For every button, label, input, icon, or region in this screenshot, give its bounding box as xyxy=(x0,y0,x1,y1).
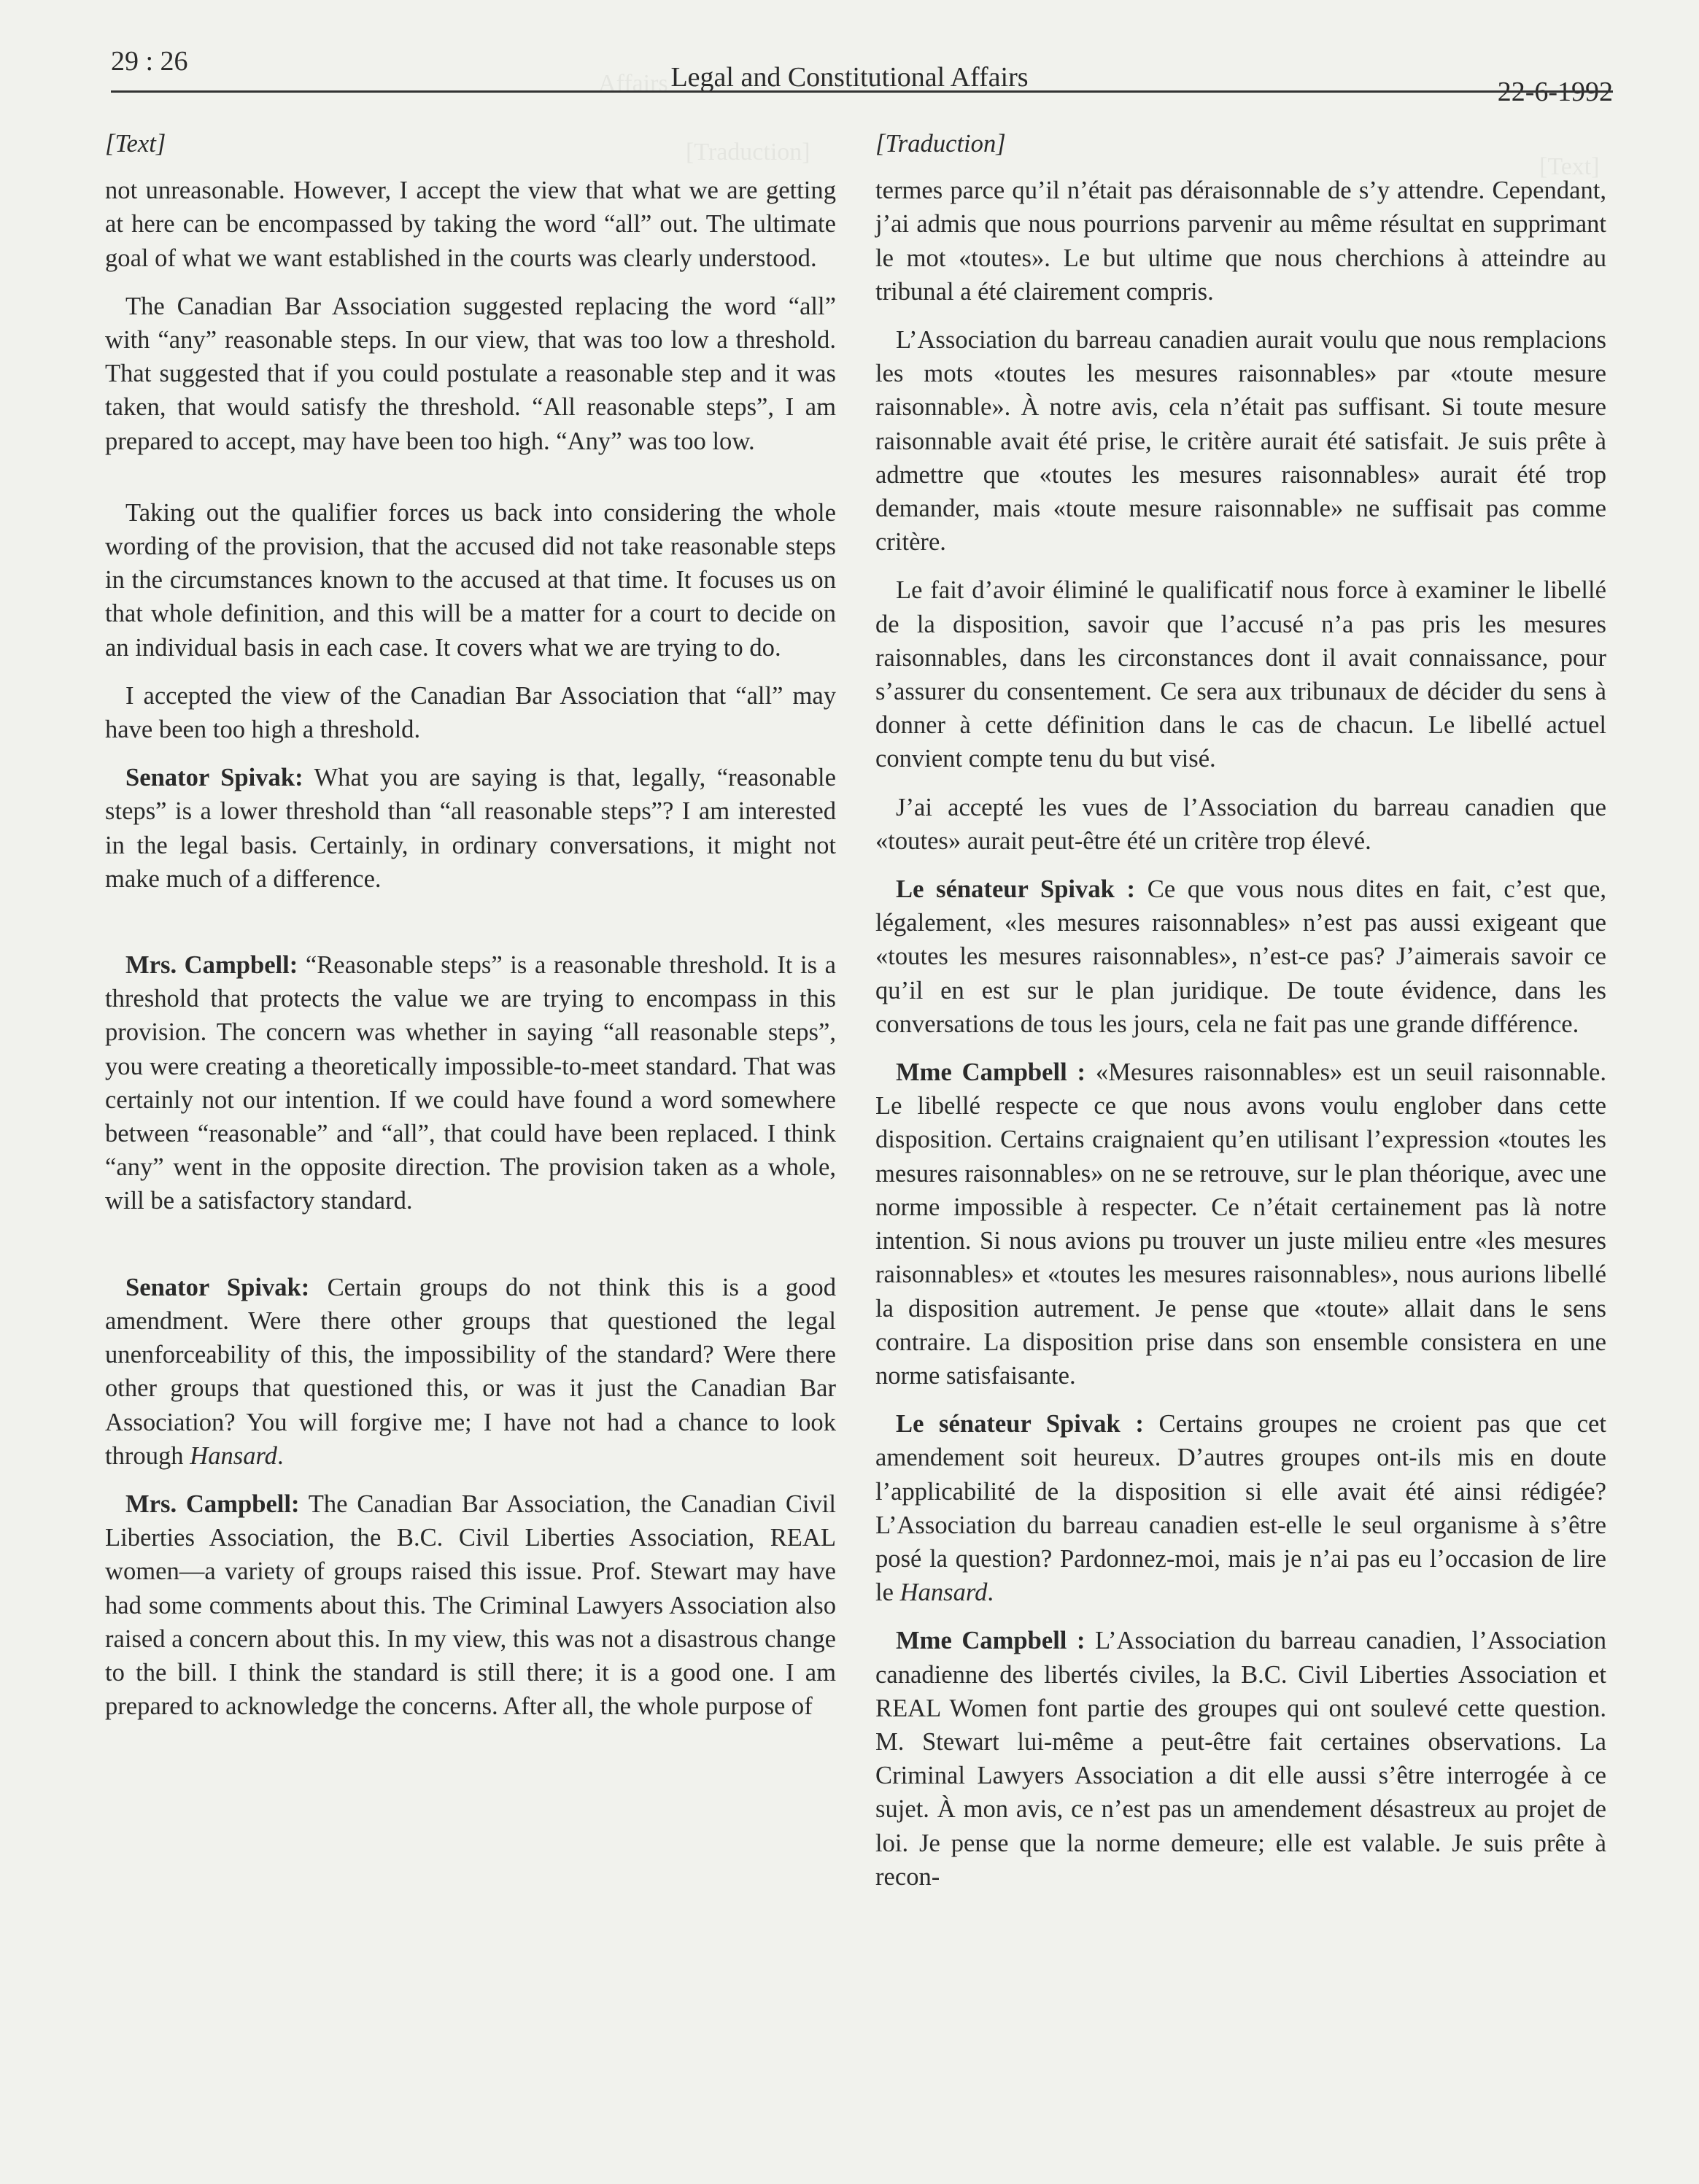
paragraph-text: L’Association du barreau canadien, l’Association canadienne des libertés civiles, la B.C. Civil Liberties Association et REAL Women font partie des groupes qui ont soulevé cette question. M. Stewart lui-même a peut-être fait certaines observations. La Criminal Lawyers Association a dit elle aussi s’être interrogée à ce sujet. À mon avis, ce n’est pas un amendement désastreux au projet de loi. Je pense que la norme demeure; elle est valable. Je suis prête à recon- xyxy=(875,1627,1607,1891)
paragraph xyxy=(875,323,1606,559)
paragraph-text: The Canadian Bar Association suggested replacing the word “all” with “any” reasonable steps. In our view, that was too low a threshold. That suggested that if you could postulate a reasonable step and it was taken, that would satisfy the threshold. “All reasonable steps”, I am prepared to accept, may have been too high. “Any” was too low. xyxy=(105,292,836,455)
french-column xyxy=(875,120,1606,1908)
speaker-name: Mme Campbell : xyxy=(896,1058,1086,1087)
english-column xyxy=(105,120,836,1738)
speech-paragraph xyxy=(875,1407,1606,1609)
page-number: 29 : 26 xyxy=(111,46,188,77)
bleed-through-text: [Traduction] xyxy=(686,139,810,166)
paragraph-text: Taking out the qualifier forces us back into considering the whole wording of the provision, that the accused did not take reasonable steps in the circumstances known to the accused at that time. It focuses us on that whole definition, and this will be a matter for a court to decide on an individual basis in each case. It covers what we are trying to do. xyxy=(105,498,836,662)
column-tag-text: [Text] xyxy=(105,130,166,158)
speaker-name: Senator Spivak: xyxy=(125,764,303,792)
speech-paragraph xyxy=(105,1271,836,1473)
bleed-through-text: [Text] xyxy=(1539,153,1600,180)
paragraph-text: The Canadian Bar Association, the Canadian Civil Liberties Association, the B.C. Civil Liberties Association, REAL women—a variety of groups raised this issue. Prof. Stewart may have had some comments about this. The Criminal Lawyers Association also raised a concern about this. In my view, this was not a disastrous change to the bill. I think the standard is still there; it is a good one. I am prepared to acknowledge the concerns. After all, the whole purpose of xyxy=(105,1490,836,1721)
speaker-name: Senator Spivak: xyxy=(125,1273,310,1301)
paragraph-text: Certain groups do not think this is a good amendment. Were there other groups that questioned the legal unenforceability of this, the impossibility of the standard? Were there other groups that questioned this, or was it just the Canadian Bar Association? You will forgive me; I have not had a chance to look through Hansard. xyxy=(105,1273,836,1470)
paragraph-text: not unreasonable. However, I accept the view that what we are getting at here can be encompassed by taking the word “all” out. The ultimate goal of what we want established in the courts was clearly understood. xyxy=(105,177,836,272)
speech-paragraph xyxy=(875,1624,1606,1894)
speech-paragraph xyxy=(875,1056,1606,1393)
speaker-name: Le sénateur Spivak : xyxy=(896,875,1136,904)
paragraph-text: What you are saying is that, legally, “reasonable steps” is a lower threshold than “all reasonable steps”? I am interested in the legal basis. Certainly, in ordinary conversations, it might not make much of a difference. xyxy=(105,764,836,893)
header-rule xyxy=(111,90,1613,93)
speech-paragraph xyxy=(105,761,836,896)
speaker-name: Mrs. Campbell: xyxy=(125,951,298,980)
paragraph xyxy=(105,290,836,458)
speaker-name: Mme Campbell : xyxy=(896,1627,1085,1655)
paragraph-text: Ce que vous nous dites en fait, c’est que, légalement, «les mesures raisonnables» n’est pas aussi exigeant que «toutes les mesures raisonnables», n’est-ce pas? J’aimerais savoir ce qu’il en est sur le plan juridique. De toute évidence, dans les conversations de tous les jours, cela ne fait pas une grande différence. xyxy=(875,875,1606,1038)
page-title: Legal and Constitutional Affairs xyxy=(670,62,1029,93)
paragraph-text: J’ai accepté les vues de l’Association du barreau canadien que «toutes» aurait peut-être été un critère trop élevé. xyxy=(875,793,1606,855)
speech-paragraph xyxy=(105,1487,836,1723)
paragraph-text: Le fait d’avoir éliminé le qualificatif nous force à examiner le libellé de la disposition, savoir que l’accusé n’a pas pris les mesures raisonnables, dans les circonstances dont il avait connaissance, pour s’assurer du consentement. Ce sera aux tribunaux de décider du sens à donner à cette définition dans le cas de chacun. Le libellé actuel convient compte tenu du but visé. xyxy=(875,576,1606,773)
paragraph-text: L’Association du barreau canadien aurait voulu que nous remplacions les mots «toutes les mesures raisonnables» par «toute mesure raisonnable». À notre avis, cela n’était pas suffisant. Si toute mesure raisonnable avait été prise, le critère aurait été satisfait. Je suis prête à admettre que «toutes les mesures raisonnables» aurait été trop demander, mais «toute mesure raisonnable» ne suffisait pas comme critère. xyxy=(875,326,1606,557)
column-tag-text: [Traduction] xyxy=(875,130,1006,158)
paragraph xyxy=(105,679,836,746)
paragraph xyxy=(105,174,836,275)
bleed-through-text: Affairs xyxy=(598,70,668,97)
speaker-name: Mrs. Campbell: xyxy=(125,1490,300,1518)
speaker-name: Le sénateur Spivak : xyxy=(896,1410,1144,1438)
paragraph-text: “Reasonable steps” is a reasonable threshold. It is a threshold that protects the value we are trying to encompass in this provision. The concern was whether in saying “all reasonable steps”, you were creating a theoretically impossible-to-meet standard. That was certainly not our intention. If we could have found a word somewhere between “reasonable” and “all”, that could have been replaced. I think “any” went in the opposite direction. The provision taken as a whole, will be a satisfactory standard. xyxy=(105,951,836,1215)
paragraph xyxy=(875,791,1606,858)
paragraph xyxy=(875,573,1606,775)
paragraph xyxy=(105,496,836,665)
paragraph xyxy=(875,174,1606,309)
speech-paragraph xyxy=(875,872,1606,1041)
paragraph-text: Certains groupes ne croient pas que cet amendement soit heureux. D’autres groupes ont-ils mis en doute l’applicabilité de la disposition si elle avait été ainsi rédigée? L’Association du barreau canadien est-elle le seul organisme à s’être posé la question? Pardonnez-moi, mais je n’ai pas eu l’occasion de lire le Hansard. xyxy=(875,1410,1606,1607)
page-date: 22-6-1992 xyxy=(1497,77,1613,107)
paragraph-text: termes parce qu’il n’était pas déraisonnable de s’y attendre. Cependant, j’ai admis que nous pourrions parvenir au même résultat en supprimant le mot «toutes». Le but ultime que nous cherchions à atteindre au tribunal a été clairement compris. xyxy=(875,177,1606,306)
paragraph-text: I accepted the view of the Canadian Bar Association that “all” may have been too high a threshold. xyxy=(105,681,836,744)
paragraph-text: «Mesures raisonnables» est un seuil raisonnable. Le libellé respecte ce que nous avons voulu englober dans cette disposition. Certains craignaient qu’en utilisant l’expression «toutes les mesures raisonnables» on ne se retrouve, sur le plan théorique, avec une norme impossible à respecter. Ce n’était certainement pas là notre intention. Si nous avions pu trouver un juste milieu entre «les mesures raisonnables» et «toutes les mesures raisonnables», nous aurions libellé la disposition autrement. Je pense que «toute» allait dans le sens contraire. La disposition prise dans son ensemble consistera en une norme satisfaisante. xyxy=(875,1058,1606,1390)
speech-paragraph xyxy=(105,948,836,1218)
